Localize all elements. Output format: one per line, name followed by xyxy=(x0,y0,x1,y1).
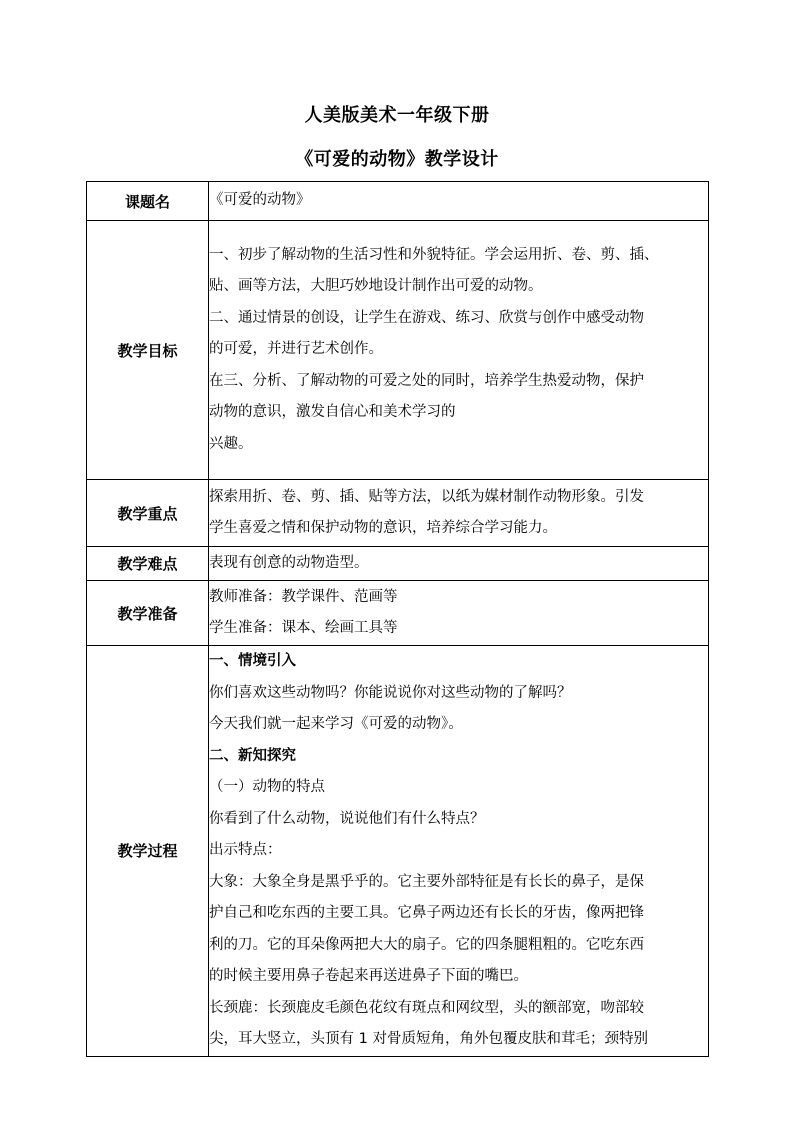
process-subheading: （一）动物的特点 xyxy=(209,779,325,795)
process-line: 长颈鹿：长颈鹿皮毛颜色花纹有斑点和网纹型，头的额部宽，吻部较 xyxy=(209,999,644,1016)
table-row-goals xyxy=(87,221,709,480)
process-heading: 二、新知探究 xyxy=(209,747,296,764)
table-row-difficulty xyxy=(87,547,709,581)
process-line: 你们喜欢这些动物吗？你能说说你对这些动物的了解吗？ xyxy=(209,684,572,701)
goals-line: 动物的意识，激发自信心和美术学习的 xyxy=(209,404,456,421)
process-line: 护自己和吃东西的主要工具。它鼻子两边还有长长的牙齿，像两把锋 xyxy=(209,905,644,921)
topic-label: 课题名 xyxy=(87,182,209,221)
document-title-grade: 人美版美术一年级下册 xyxy=(304,105,490,126)
process-line: 出示特点： xyxy=(209,842,282,858)
goals-line: 的可爱，并进行艺术创作。 xyxy=(209,341,383,358)
document-title-lesson: 《可爱的动物》教学设计 xyxy=(295,149,499,170)
focus-label: 教学重点 xyxy=(87,480,209,547)
process-heading: 一、情境引入 xyxy=(209,653,296,669)
preparation-content xyxy=(209,581,709,646)
process-line: 利的刀。它的耳朵像两把大大的扇子。它的四条腿粗粗的。它吃东西 xyxy=(209,936,644,953)
process-line: 你看到了什么动物，说说他们有什么特点？ xyxy=(209,810,485,827)
process-label: 教学过程 xyxy=(87,646,209,1057)
table-row-focus xyxy=(87,480,709,547)
goals-line: 贴、画等方法，大胆巧妙地设计制作出可爱的动物。 xyxy=(209,278,543,295)
table-row-topic xyxy=(87,182,709,221)
process-line: 今天我们就一起来学习《可爱的动物》。 xyxy=(209,716,463,732)
table-row-process xyxy=(87,646,709,1057)
process-content xyxy=(209,646,709,1057)
preparation-label: 教学准备 xyxy=(87,581,209,646)
preparation-line: 教师准备：教学课件、范画等 xyxy=(209,588,398,605)
difficulty-label: 教学难点 xyxy=(87,547,209,581)
difficulty-value: 表现有创意的动物造型。 xyxy=(209,547,709,581)
goals-line: 二、通过情景的创设，让学生在游戏、练习、欣赏与创作中感受动物 xyxy=(209,309,644,326)
process-line: 大象：大象全身是黑乎乎的。它主要外部特征是有长长的鼻子，是保 xyxy=(209,873,644,890)
topic-value: 《可爱的动物》 xyxy=(209,182,709,221)
preparation-line: 学生准备：课本、绘画工具等 xyxy=(209,620,398,636)
goals-label: 教学目标 xyxy=(87,221,209,480)
table-row-preparation xyxy=(87,581,709,646)
focus-line: 探索用折、卷、剪、插、贴等方法，以纸为媒材制作动物形象。引发 xyxy=(209,488,644,505)
goals-line: 一、初步了解动物的生活习性和外貌特征。学会运用折、卷、剪、插、 xyxy=(209,246,659,263)
process-line: 尖，耳大竖立，头顶有 1 对骨质短角，角外包覆皮肤和茸毛；颈特别 xyxy=(209,1031,648,1047)
focus-content xyxy=(209,480,709,547)
lesson-plan-table xyxy=(86,181,709,1057)
goals-content xyxy=(209,221,709,480)
goals-line: 兴趣。 xyxy=(209,435,253,452)
goals-line: 在三、分析、了解动物的可爱之处的同时，培养学生热爱动物，保护 xyxy=(209,372,644,389)
process-line: 的时候主要用鼻子卷起来再送进鼻子下面的嘴巴。 xyxy=(209,968,528,984)
focus-line: 学生喜爱之情和保护动物的意识，培养综合学习能力。 xyxy=(209,520,557,536)
